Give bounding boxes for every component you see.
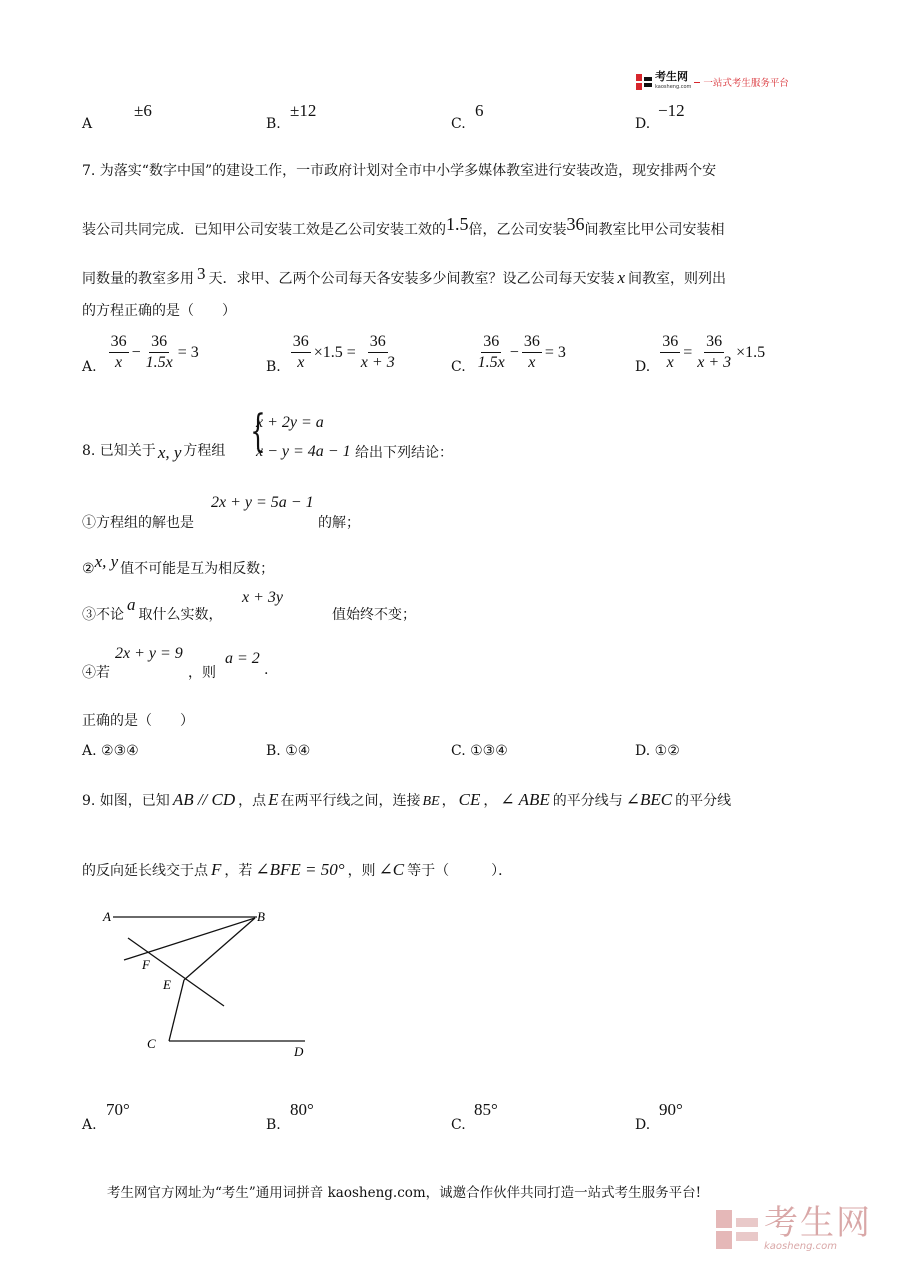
q8-statement-1-end: 的解； xyxy=(318,515,360,531)
q7-text: 同数量的教室多用 xyxy=(82,271,194,287)
q8-statement-3-expr: x + 3y xyxy=(242,589,283,606)
q6-option-c-label: C. xyxy=(451,116,466,132)
q8-statement-4-mid: ，则 xyxy=(188,665,216,681)
q6-option-b-label: B. xyxy=(266,116,281,132)
denominator: x xyxy=(666,354,674,371)
line-bf xyxy=(124,918,255,960)
q8-statement-3-start xyxy=(82,595,223,624)
q6-option-d-value: −12 xyxy=(658,101,685,120)
fraction xyxy=(476,332,507,373)
q7-line-4: 的方程正确的是（ ） xyxy=(82,303,236,319)
q8-statement-4-equation: 2x + y = 9 xyxy=(115,645,183,662)
line-be xyxy=(184,918,255,980)
q8-text: 方程组 xyxy=(183,443,226,459)
q7-text: 间教室比甲公司安装相 xyxy=(584,222,725,238)
q7-text: 间教室，则列出 xyxy=(628,271,727,287)
q7-count: 36 xyxy=(566,214,585,234)
denominator: x + 3 xyxy=(697,354,732,371)
q7-option-d-label: D. xyxy=(635,358,651,375)
q8-statement-1-equation: 2x + y = 5a − 1 xyxy=(211,494,314,511)
q9-option-a-value: 70° xyxy=(106,1100,130,1119)
numerator: 36 xyxy=(522,332,542,353)
q8-intro xyxy=(82,440,225,460)
fraction xyxy=(695,332,733,373)
q9-option-c-value: 85° xyxy=(474,1100,498,1119)
rhs: ×1.5 xyxy=(736,343,766,361)
numerator: 36 xyxy=(660,332,680,353)
numerator: 36 xyxy=(149,332,169,353)
option-value: ②③④ xyxy=(101,743,139,759)
denominator: 1.5x xyxy=(145,354,173,371)
denominator: x xyxy=(528,354,536,371)
rhs: = 3 xyxy=(177,343,199,361)
q7-option-b xyxy=(266,332,397,373)
q8-option-d xyxy=(635,743,680,759)
fraction xyxy=(660,332,680,373)
option-label: C. xyxy=(451,743,466,759)
operator: − xyxy=(131,343,141,361)
q8-option-a xyxy=(82,743,139,759)
q9-option-b-value: 80° xyxy=(290,1100,314,1119)
q9-text: 9. 如图，已知 xyxy=(82,793,170,809)
denominator: 1.5x xyxy=(477,354,505,371)
q9-text: ， xyxy=(441,793,456,809)
denominator: x xyxy=(115,354,123,371)
q9-line-1 xyxy=(82,790,731,810)
fraction xyxy=(522,332,542,373)
q9-option-d-label: D. xyxy=(635,1117,651,1133)
label-b: B xyxy=(257,909,265,924)
q7-line-1: 7. 为落实“数字中国”的建设工作，一市政府计划对全市中小学多媒体教室进行安装改造，现安排两个安 xyxy=(82,163,717,179)
q9-math: AB // CD xyxy=(172,790,236,809)
q7-ratio: 1.5 xyxy=(446,214,469,234)
q9-math: F xyxy=(211,860,222,879)
q8-text: 值不可能是互为相反数； xyxy=(120,561,275,577)
q7-option-d xyxy=(635,332,768,373)
q9-option-d-value: 90° xyxy=(659,1100,683,1119)
label-f: F xyxy=(142,957,150,972)
q6-option-d-label: D. xyxy=(635,116,651,132)
q9-option-a-label: A. xyxy=(82,1117,97,1133)
q8-option-c xyxy=(451,743,508,759)
q8-text: 8. 已知关于 xyxy=(82,443,156,459)
line-ef xyxy=(128,938,224,1006)
fraction xyxy=(144,332,175,373)
footer-text: 考生网官方网址为“考生”通用词拼音 kaosheng.com，诚邀合作伙伴共同打造一站式考生服务平台! xyxy=(107,1185,702,1201)
q6-option-a-label: A xyxy=(82,116,93,132)
watermark xyxy=(714,1205,872,1253)
q9-text: ，点 xyxy=(238,793,267,809)
q8-statement-4-result: a = 2 xyxy=(225,650,260,667)
q6-option-b-value: ±12 xyxy=(290,101,317,120)
q7-days: 3 xyxy=(197,264,206,283)
label-a: A xyxy=(103,909,111,924)
rhs: = 3 xyxy=(544,343,566,361)
q7-text: 装公司共同完成．已知甲公司安装工效是乙公司安装工效的 xyxy=(82,222,446,238)
q9-figure xyxy=(95,900,325,1065)
option-value: ①② xyxy=(654,743,680,759)
denominator: x xyxy=(297,354,305,371)
option-label: B. xyxy=(266,743,281,759)
operator: ×1.5 = xyxy=(313,343,356,361)
header-logo xyxy=(636,72,789,92)
logo-text: 考生网 xyxy=(655,70,688,83)
q9-math: CE xyxy=(458,790,481,809)
label-e: E xyxy=(163,977,171,992)
q9-text: 的反向延长线交于点 xyxy=(82,863,208,879)
q9-text: ， xyxy=(483,793,498,809)
fraction xyxy=(359,332,397,373)
q9-math: E xyxy=(268,790,279,809)
label-c: C xyxy=(147,1036,156,1051)
q8-statement-2 xyxy=(82,552,275,578)
q9-text: 在两平行线之间，连接 xyxy=(280,793,421,809)
q9-option-c-label: C. xyxy=(451,1117,466,1133)
q8-ask: 正确的是（ ） xyxy=(82,713,194,729)
q9-text: 等于（ ）． xyxy=(407,863,513,879)
option-label: D. xyxy=(635,743,651,759)
watermark-logo-icon xyxy=(714,1206,760,1252)
q9-text: 的平分线与 xyxy=(552,793,623,809)
numerator: 36 xyxy=(704,332,724,353)
q9-text: 的平分线 xyxy=(675,793,732,809)
watermark-subtext: kaosheng.com xyxy=(764,1241,837,1252)
numerator: 36 xyxy=(109,332,129,353)
operator: = xyxy=(683,343,693,361)
q8-statement-4-end: . xyxy=(264,662,269,678)
q9-math: ∠C xyxy=(378,860,405,879)
q9-math: ∠BFE = 50° xyxy=(255,860,345,879)
denominator: x + 3 xyxy=(360,354,395,371)
operator: − xyxy=(509,343,519,361)
q9-text: ，则 xyxy=(347,863,376,879)
logo-icon xyxy=(636,74,652,90)
q7-option-a xyxy=(82,332,202,373)
q6-option-c-value: 6 xyxy=(475,101,484,120)
q8-text: ② xyxy=(82,561,95,577)
numerator: 36 xyxy=(368,332,388,353)
q9-option-b-label: B. xyxy=(266,1117,281,1133)
q8-intro-end: 给出下列结论： xyxy=(355,445,453,461)
q7-line-2 xyxy=(82,214,725,239)
watermark-text: 考生网 xyxy=(764,1203,872,1243)
q9-line-2 xyxy=(82,860,512,880)
header-slogan: 一站式考生服务平台 xyxy=(703,78,789,89)
fraction xyxy=(291,332,311,373)
q6-option-a-value: ±6 xyxy=(134,101,152,120)
q9-math: BE xyxy=(422,794,440,809)
q8-equation-1: x + 2y = a xyxy=(256,414,324,431)
q7-text: 天．求甲、乙两个公司每天各安装多少间教室？设乙公司每天安装 xyxy=(208,271,615,287)
option-label: A. xyxy=(82,743,97,759)
q8-option-b xyxy=(266,743,310,759)
q8-vars: x, y xyxy=(157,443,182,462)
q8-text: 取什么实数， xyxy=(138,607,223,623)
option-value: ①③④ xyxy=(470,743,508,759)
line-ec xyxy=(169,980,184,1041)
q8-statement-4-start: ④若 xyxy=(82,665,110,681)
q9-math: ∠BEC xyxy=(625,790,673,809)
numerator: 36 xyxy=(481,332,501,353)
logo-subtext: kaosheng.com xyxy=(655,84,692,90)
q7-line-3 xyxy=(82,264,727,288)
q7-option-a-label: A. xyxy=(82,358,97,375)
option-value: ①④ xyxy=(285,743,311,759)
q8-statement-3-end: 值始终不变； xyxy=(332,607,416,623)
q9-math: ∠ ABE xyxy=(500,790,550,809)
q7-text: 倍，乙公司安装 xyxy=(468,222,567,238)
q8-brace: { xyxy=(250,406,266,457)
fraction xyxy=(109,332,129,373)
q8-text: ③不论 xyxy=(82,607,124,623)
q8-statement-1-start: ①方程组的解也是 xyxy=(82,515,194,531)
q8-vars: x, y xyxy=(94,552,119,571)
q9-text: ，若 xyxy=(224,863,253,879)
q8-equation-2: x − y = 4a − 1 xyxy=(256,443,351,460)
q7-option-c-label: C. xyxy=(451,358,466,375)
numerator: 36 xyxy=(291,332,311,353)
q7-variable: x xyxy=(617,268,626,287)
q8-var-a: a xyxy=(127,595,136,614)
q7-option-c xyxy=(451,332,569,373)
q7-option-b-label: B. xyxy=(266,358,281,375)
label-d: D xyxy=(294,1044,304,1059)
